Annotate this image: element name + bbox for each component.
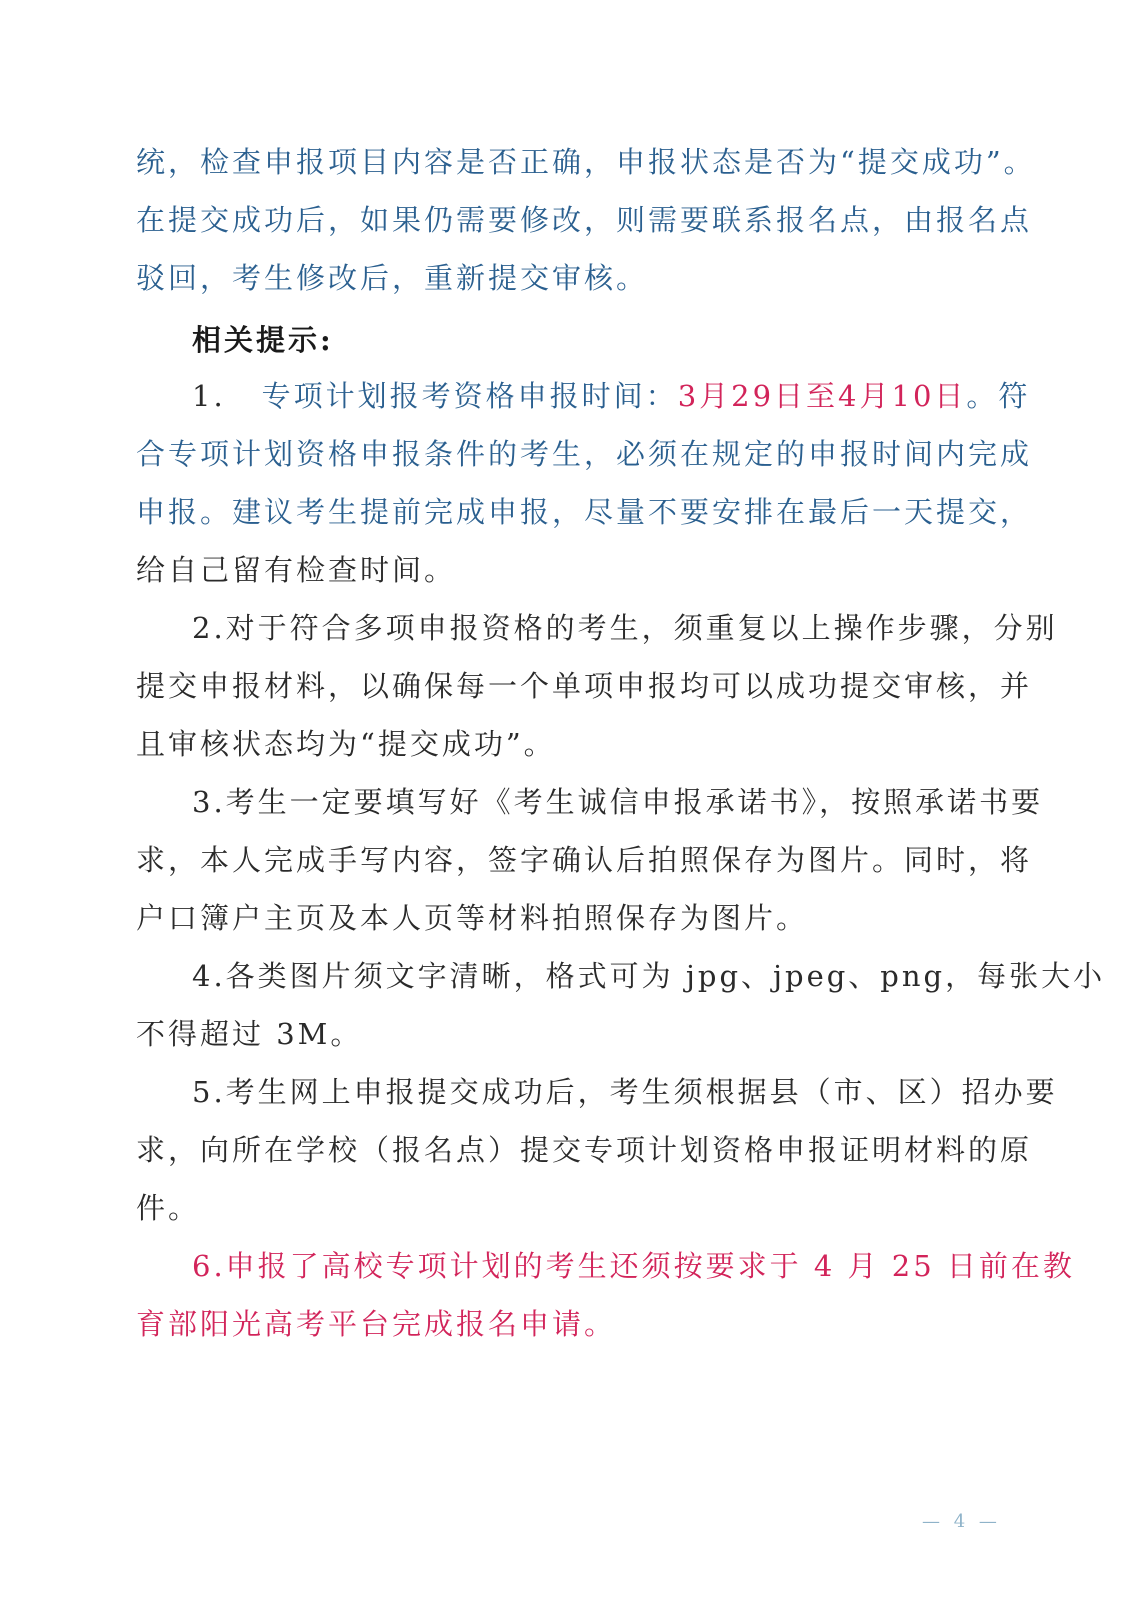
tip3-line-3: 户口簿户主页及本人页等材料拍照保存为图片。 bbox=[136, 901, 809, 935]
page-number: — 4 — bbox=[922, 1511, 1001, 1532]
tip1-line-2: 合专项计划资格申报条件的考生，必须在规定的申报时间内完成 bbox=[136, 437, 1033, 471]
tip1-line-4: 给自己留有检查时间。 bbox=[136, 553, 457, 587]
tip1-line-1 bbox=[192, 376, 1042, 416]
tip1-number: 1. bbox=[192, 379, 226, 413]
tip4-line-1: 4.各类图片须文字清晰，格式可为 jpg、jpeg、png，每张大小 bbox=[192, 959, 1106, 993]
tip1-line-3: 申报。建议考生提前完成申报，尽量不要安排在最后一天提交， bbox=[136, 495, 1033, 529]
tip4-line-2: 不得超过 3M。 bbox=[136, 1017, 363, 1051]
tip2-line-1: 2.对于符合多项申报资格的考生，须重复以上操作步骤，分别 bbox=[192, 611, 1058, 645]
continuation-line-3: 驳回，考生修改后，重新提交审核。 bbox=[136, 261, 649, 295]
tip1-text-after: 。符 bbox=[966, 379, 1031, 413]
tip6-line-1: 6.申报了高校专项计划的考生还须按要求于 4 月 25 日前在教 bbox=[192, 1249, 1075, 1283]
tip3-line-2: 求，本人完成手写内容，签字确认后拍照保存为图片。同时，将 bbox=[136, 843, 1033, 877]
tip5-line-1: 5.考生网上申报提交成功后，考生须根据县（市、区）招办要 bbox=[192, 1075, 1058, 1109]
tip2-line-3: 且审核状态均为“提交成功”。 bbox=[136, 727, 556, 761]
tip2-line-2: 提交申报材料，以确保每一个单项申报均可以成功提交审核，并 bbox=[136, 669, 1033, 703]
tip1-deadline: 3月29日至4月10日 bbox=[677, 379, 967, 413]
continuation-line-1: 统，检查申报项目内容是否正确，申报状态是否为“提交成功”。 bbox=[136, 145, 1036, 179]
tip1-text-before: 专项计划报考资格申报时间： bbox=[261, 379, 678, 413]
tip5-line-2: 求，向所在学校（报名点）提交专项计划资格申报证明材料的原 bbox=[136, 1133, 1033, 1167]
continuation-line-2: 在提交成功后，如果仍需要修改，则需要联系报名点，由报名点 bbox=[136, 203, 1033, 237]
tips-heading: 相关提示: bbox=[192, 323, 334, 357]
tip6-line-2: 育部阳光高考平台完成报名申请。 bbox=[136, 1307, 617, 1341]
tip3-line-1: 3.考生一定要填写好《考生诚信申报承诺书》，按照承诺书要 bbox=[192, 785, 1044, 819]
tip5-line-3: 件。 bbox=[136, 1191, 201, 1225]
